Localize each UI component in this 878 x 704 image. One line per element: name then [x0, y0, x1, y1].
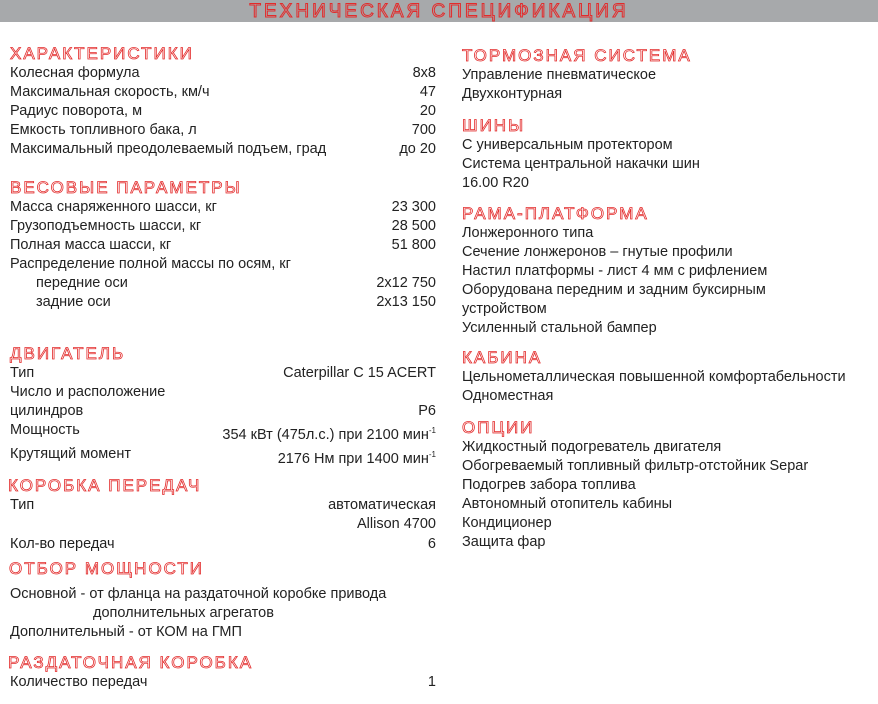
spec-row — [10, 83, 436, 102]
unit-superscript: -1 — [428, 426, 436, 435]
section-transfer — [8, 653, 436, 692]
section-pto — [9, 559, 436, 642]
spec-row — [8, 535, 436, 554]
spec-text: Двухконтурная — [462, 86, 563, 102]
spec-value: 47 — [419, 84, 436, 100]
spec-label: Распределение полной массы по осям, кг — [10, 256, 291, 272]
spec-value: 8х8 — [412, 65, 436, 81]
header-bar — [0, 0, 878, 22]
section-heading: ШИНЫ — [462, 116, 526, 135]
spec-row — [10, 364, 436, 383]
section-heading: ОПЦИИ — [462, 418, 535, 437]
torque-value-text: 2176 Нм при 1400 мин — [277, 450, 429, 467]
spec-label: Масса снаряженного шасси, кг — [10, 199, 217, 215]
spec-value: Allison 4700 — [357, 516, 436, 532]
section-heading: РАМА-ПЛАТФОРМА — [462, 204, 649, 223]
spec-label: Мощность — [10, 422, 80, 438]
spec-text: Защита фар — [462, 534, 546, 550]
section-gearbox — [8, 476, 436, 554]
spec-value — [278, 445, 436, 469]
section-heading: РАЗДАТОЧНАЯ КОРОБКА — [8, 653, 254, 672]
spec-text: Сечение лонжеронов – гнутые профили — [462, 244, 733, 260]
spec-text: Основной - от фланца на раздаточной коробке привода — [10, 586, 387, 602]
spec-value: до 20 — [399, 141, 436, 157]
spec-text: Система центральной накачки шин — [462, 156, 700, 172]
spec-row — [10, 421, 436, 445]
spec-text: Подогрев забора топлива — [462, 477, 636, 493]
spec-row — [10, 102, 436, 121]
power-value-text: 354 кВт (475л.с.) при 2100 мин — [222, 426, 429, 443]
spec-row — [10, 445, 436, 469]
spec-row — [8, 496, 436, 515]
spec-label: передние оси — [36, 275, 128, 291]
spec-label: цилиндров — [10, 403, 84, 419]
spec-row — [10, 236, 436, 255]
spec-row — [10, 64, 436, 83]
spec-row — [8, 673, 436, 692]
spec-label: Количество передач — [10, 674, 148, 690]
spec-label: Радиус поворота, м — [10, 103, 143, 119]
spec-row — [10, 402, 436, 421]
spec-text: Одноместная — [462, 388, 554, 404]
spec-label: Кол-во передач — [10, 536, 115, 552]
spec-text: Управление пневматическое — [462, 67, 657, 83]
spec-label: Максимальная скорость, км/ч — [10, 84, 210, 100]
spec-label: Колесная формула — [10, 65, 140, 81]
spec-row — [8, 515, 436, 534]
section-heading: ДВИГАТЕЛЬ — [10, 344, 126, 363]
spec-value: 700 — [411, 122, 436, 138]
spec-label: Крутящий момент — [10, 445, 131, 462]
spec-label: Тип — [10, 365, 35, 381]
spec-row — [10, 198, 436, 217]
spec-text: Усиленный стальной бампер — [462, 320, 657, 336]
spec-label: Тип — [10, 497, 35, 513]
section-heading: КАБИНА — [462, 348, 543, 367]
section-heading: ОТБОР МОЩНОСТИ — [9, 559, 204, 578]
spec-text: Жидкостный подогреватель двигателя — [462, 439, 722, 455]
section-options — [462, 418, 808, 552]
spec-row — [10, 274, 436, 293]
spec-label: задние оси — [36, 294, 111, 310]
spec-value: 6 — [427, 536, 436, 552]
spec-value: 2х12 750 — [376, 275, 436, 291]
spec-value: автоматическая — [328, 497, 436, 513]
section-heading: ТОРМОЗНАЯ СИСТЕМА — [462, 46, 692, 65]
section-frame — [462, 204, 767, 338]
spec-text: Настил платформы - лист 4 мм с рифлением — [462, 263, 768, 279]
section-heading: ВЕСОВЫЕ ПАРАМЕТРЫ — [10, 178, 242, 197]
spec-value: 1 — [427, 674, 436, 690]
spec-text: С универсальным протектором — [462, 137, 673, 153]
spec-label: Максимальный преодолеваемый подъем, град — [10, 141, 327, 157]
section-characteristics — [10, 44, 436, 159]
spec-text: Кондиционер — [462, 515, 552, 531]
spec-value: 20 — [419, 103, 436, 119]
spec-value: 2х13 150 — [376, 294, 436, 310]
spec-row — [10, 217, 436, 236]
unit-superscript: -1 — [428, 449, 436, 459]
section-tires — [462, 116, 700, 193]
spec-value: 28 500 — [391, 218, 436, 234]
section-brakes — [462, 46, 692, 104]
spec-value: 51 800 — [391, 237, 436, 253]
spec-text: Автономный отопитель кабины — [462, 496, 673, 512]
spec-text: Оборудована передним и задним буксирным — [462, 282, 766, 298]
spec-value: 23 300 — [391, 199, 436, 215]
section-engine — [10, 344, 436, 469]
spec-text: Цельнометаллическая повышенной комфортабельности — [462, 369, 846, 385]
spec-text: Лонжеронного типа — [462, 225, 594, 241]
spec-row — [10, 140, 436, 159]
section-heading: КОРОБКА ПЕРЕДАЧ — [8, 476, 202, 495]
spec-value: Caterpillar C 15 ACERT — [283, 365, 436, 381]
page-title: ТЕХНИЧЕСКАЯ СПЕЦИФИКАЦИЯ — [249, 1, 629, 22]
spec-text: 16.00 R20 — [462, 175, 529, 191]
spec-row — [10, 293, 436, 312]
spec-text: Дополнительный - от КОМ на ГМП — [10, 624, 242, 640]
spec-label: Емкость топливного бака, л — [10, 122, 197, 138]
section-cab — [462, 348, 846, 406]
spec-row — [10, 121, 436, 140]
spec-text: дополнительных агрегатов — [93, 605, 274, 621]
spec-value — [222, 421, 436, 445]
spec-value: Р6 — [418, 403, 436, 419]
spec-label: Число и расположение — [10, 384, 166, 400]
spec-label: Грузоподъемность шасси, кг — [10, 218, 202, 234]
spec-label: Полная масса шасси, кг — [10, 237, 172, 253]
spec-text: устройством — [462, 301, 547, 317]
section-weight — [10, 178, 436, 312]
spec-text: Обогреваемый топливный фильтр-отстойник Separ — [462, 458, 809, 474]
section-heading: ХАРАКТЕРИСТИКИ — [10, 44, 194, 63]
